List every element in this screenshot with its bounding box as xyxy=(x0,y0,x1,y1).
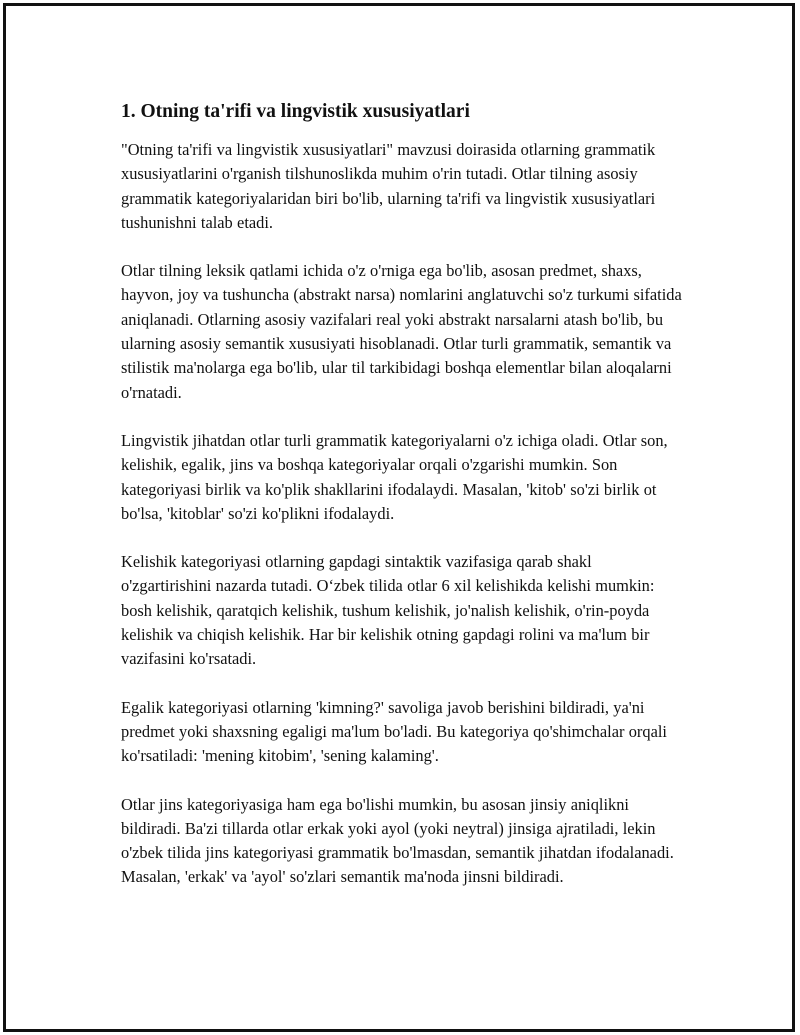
paragraph-1: "Otning ta'rifi va lingvistik xususiyatlari" mavzusi doirasida otlarning grammatik xususiyatlarini o'rganish tilshunoslikda muhim o'rin tutadi. Otlar tilning asosiy grammatik kategoriyalaridan biri bo'lib, ularning ta'rifi va lingvistik xususiyatlari tushunishni talab etadi. xyxy=(121,140,656,232)
page-frame xyxy=(3,3,795,1032)
paragraph-5: Egalik kategoriyasi otlarning 'kimning?' savoliga javob berishini bildiradi, ya'ni predmet yoki shaxsning egaligi ma'lum bo'ladi. Bu kategoriya qo'shimchalar orqali ko'rsatiladi: 'mening kitobim', 'sening kalaming'. xyxy=(121,697,667,766)
document-body xyxy=(121,99,686,914)
paragraph-3: Lingvistik jihatdan otlar turli grammatik kategoriyalarni o'z ichiga oladi. Otlar son, kelishik, egalik, jins va boshqa kategoriyalar orqali o'zgarishi mumkin. Son kategoriyasi birlik va ko'plik shakllarini ifodalaydi. Masalan, 'kitob' so'zi birlik ot bo'lsa, 'kitoblar' so'zi ko'plikni ifodalaydi. xyxy=(121,430,668,523)
paragraph-4: Kelishik kategoriyasi otlarning gapdagi sintaktik vazifasiga qarab shakl o'zgartirishini nazarda tutadi. O‘zbek tilida otlar 6 xil kelishikda kelishi mumkin: bosh kelishik, qaratqich kelishik, tushum kelishik, jo'nalish kelishik, o'rin-poyda kelishik va chiqish kelishik. Har bir kelishik otning gapdagi rolini va ma'lum bir vazifasini ko'rsatadi. xyxy=(121,552,655,669)
paragraph-6: Otlar jins kategoriyasiga ham ega bo'lishi mumkin, bu asosan jinsiy aniqlikni bildiradi. Ba'zi tillarda otlar erkak yoki ayol (yoki neytral) jinsiga ajratiladi, lekin o'zbek tilida jins kategoriyasi grammatik bo'lmasdan, semantik jihatdan ifodalanadi. Masalan, 'erkak' va 'ayol' so'zlari semantik ma'noda jinsni bildiradi. xyxy=(121,794,674,887)
section-title: 1. Otning ta'rifi va lingvistik xususiyatlari xyxy=(121,101,470,122)
paragraph-2: Otlar tilning leksik qatlami ichida o'z o'rniga ega bo'lib, asosan predmet, shaxs, hayvon, joy va tushuncha (abstrakt narsa) nomlarini anglatuvchi so'z turkumi sifatida aniqlanadi. Otlarning asosiy vazifalari real yoki abstrakt narsalarni atash bo'lib, bu ularning asosiy semantik xususiyati hisoblanadi. Otlar turli grammatik, semantik va stilistik ma'nolarga ega bo'lib, ular til tarkibidagi boshqa elementlar bilan aloqalarni o'rnatadi. xyxy=(121,261,682,402)
